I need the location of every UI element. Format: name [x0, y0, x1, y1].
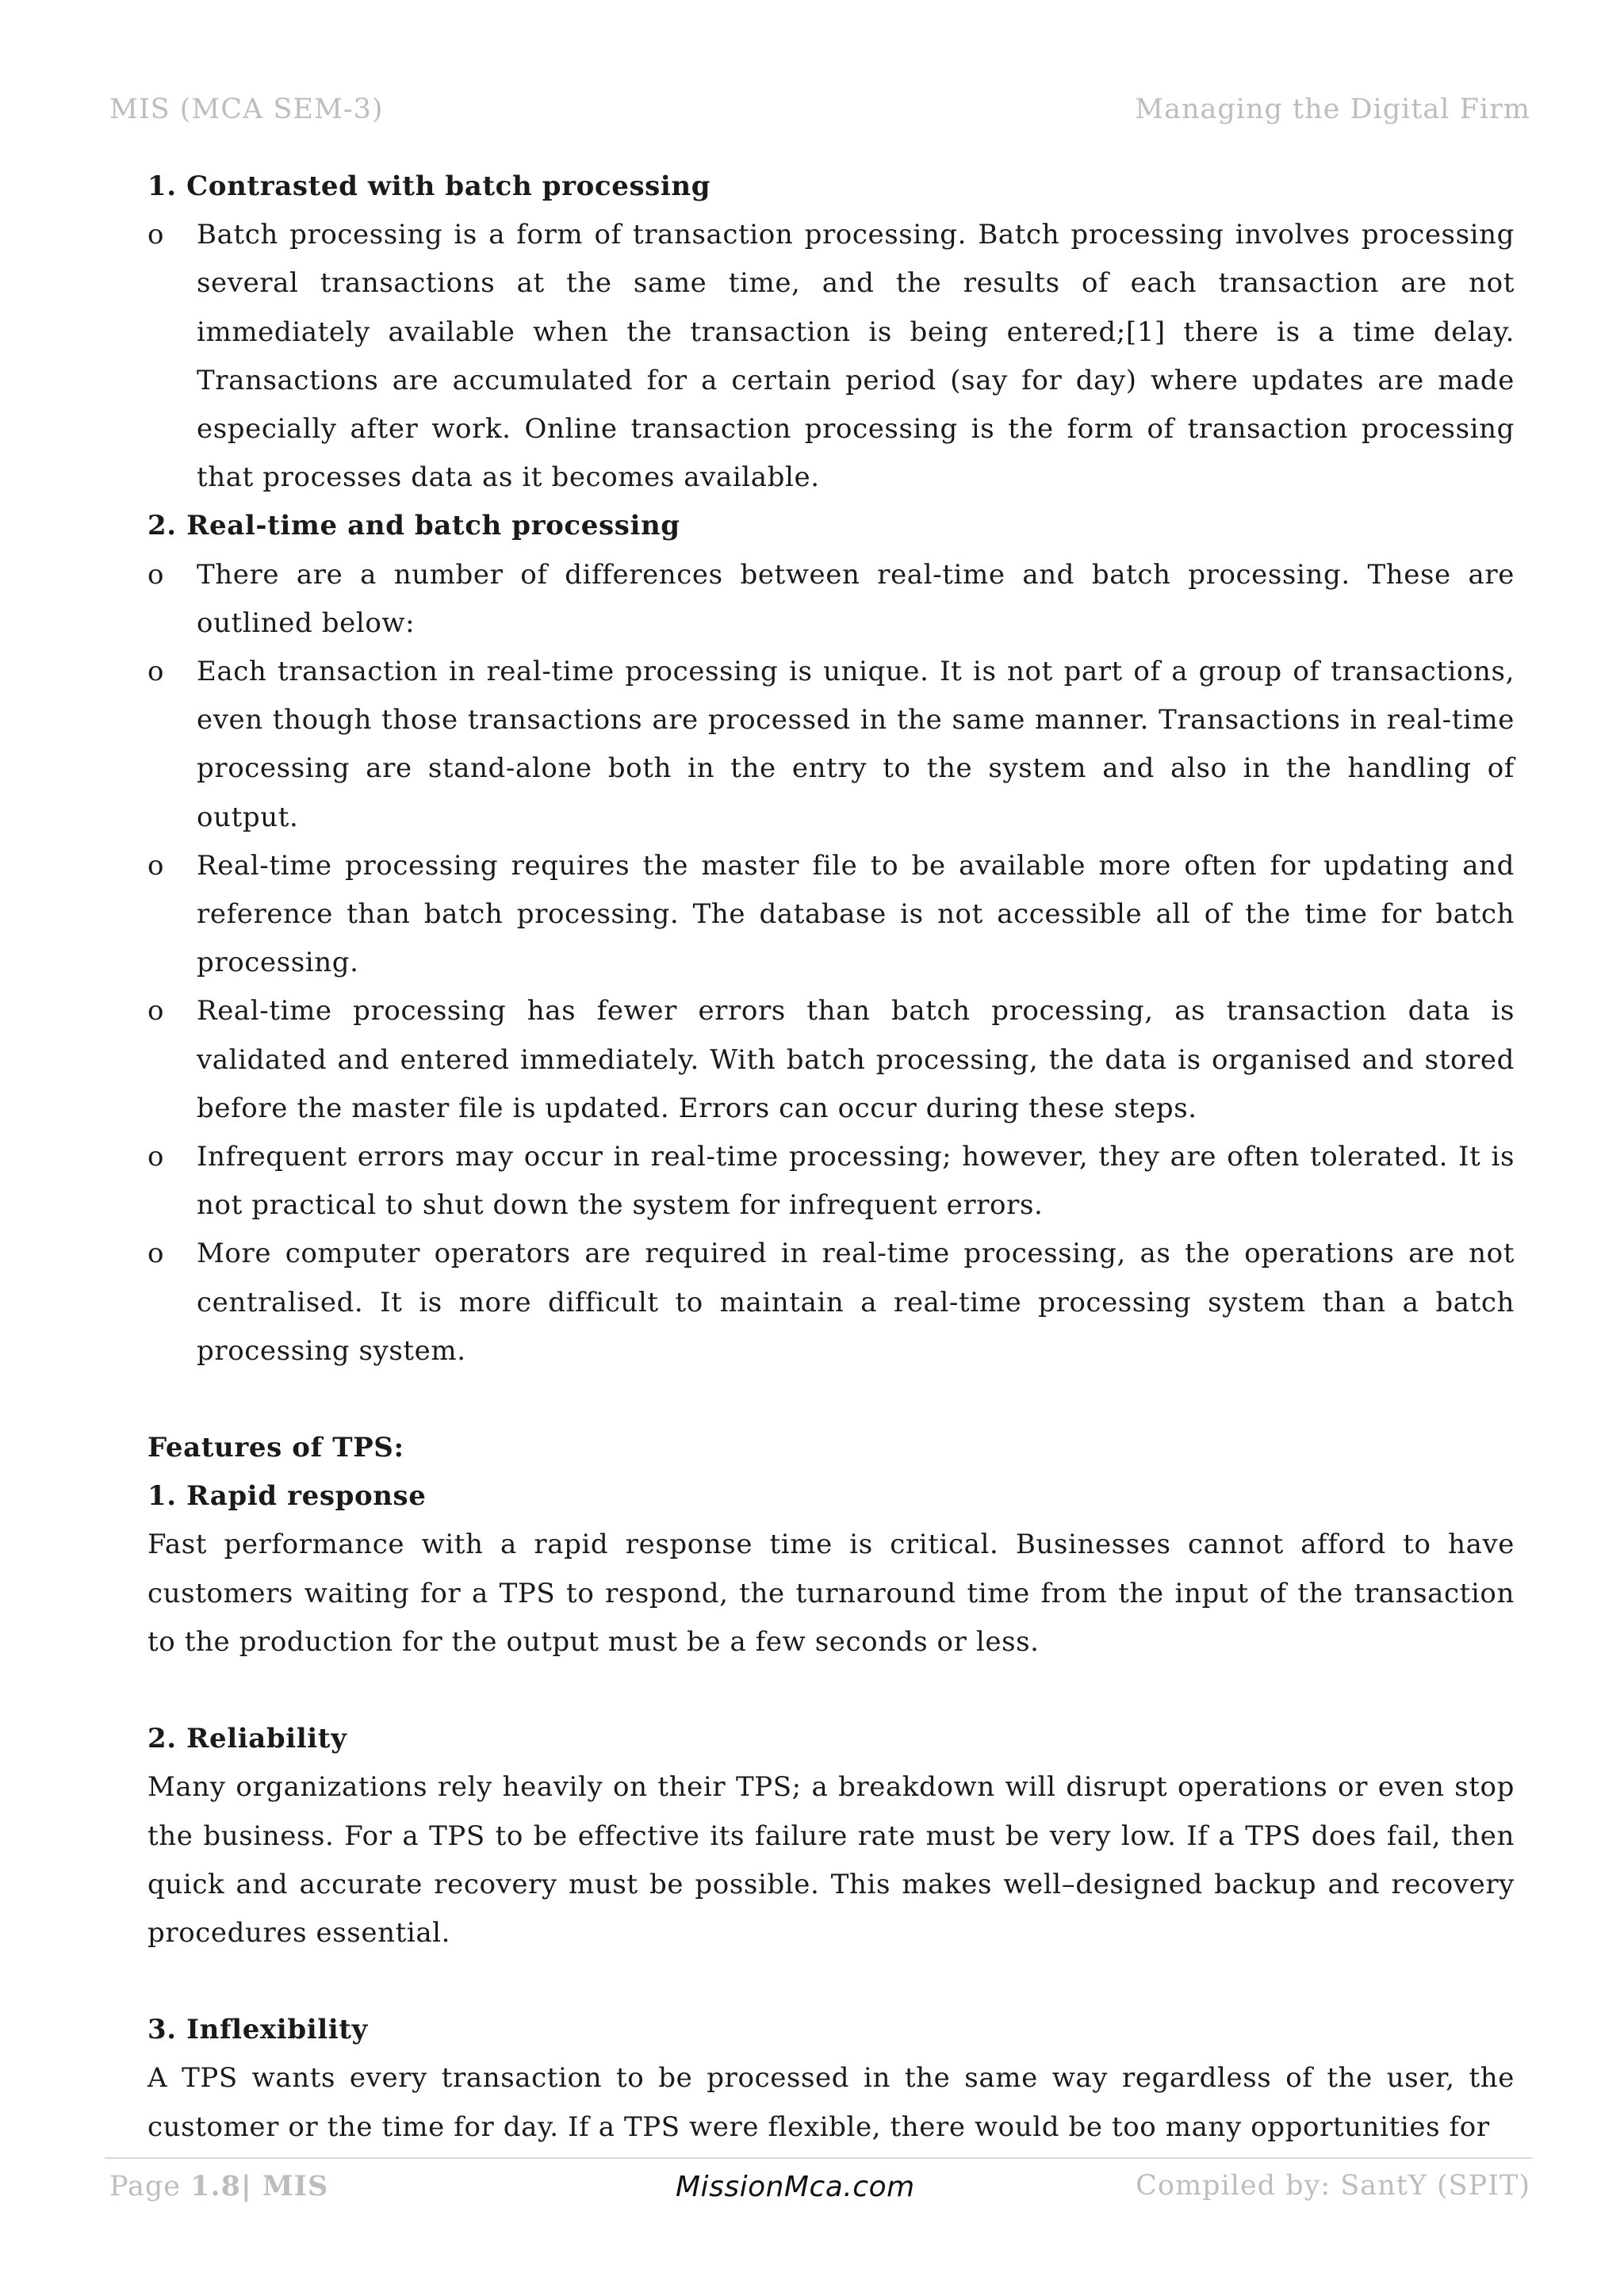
bullet-marker: o — [147, 995, 165, 1027]
bullet-marker: o — [147, 656, 165, 688]
bullet-marker: o — [147, 1141, 165, 1173]
list-item-text: Real-time processing requires the master file to be available more often for updating and reference than batch processing. The database is not accessible all of the time for batch processing. — [197, 849, 1515, 979]
heading-rapid-response: 1. Rapid response — [147, 1480, 427, 1513]
list-item — [147, 1230, 1515, 1376]
paragraph-inflexibility: A TPS wants every transaction to be processed in the same way regardless of the user, the customer or the time for day. If a TPS were flexible, there would be too many opportunities for — [147, 2062, 1515, 2143]
header-chapter-title: Managing the Digital Firm — [1135, 94, 1530, 125]
footer-divider — [105, 2157, 1532, 2159]
bullet-marker: o — [147, 849, 165, 882]
footer-compiled-by: Compiled by: SantY (SPIT) — [1136, 2170, 1530, 2202]
realtime-bullet-list — [147, 551, 1515, 1376]
list-item — [147, 648, 1515, 842]
list-item-text: There are a number of differences between real-time and batch processing. These are outlined below: — [197, 558, 1515, 639]
bullet-marker: o — [147, 1238, 165, 1270]
paragraph-reliability: Many organizations rely heavily on their TPS; a breakdown will disrupt operations or even stop the business. For a TPS to be effective its failure rate must be very low. If a TPS does fail, then quick and accurate recovery must be possible. This makes well–designed backup and recovery procedures essential. — [147, 1771, 1515, 1949]
batch-bullet-list — [147, 211, 1515, 502]
heading-realtime-batch: 2. Real-time and batch processing — [147, 510, 680, 542]
list-item — [147, 987, 1515, 1133]
footer-page-prefix: Page — [109, 2171, 191, 2202]
list-item-text: More computer operators are required in real-time processing, as the operations are not centralised. It is more difficult to maintain a real-time processing system than a batch processing system. — [197, 1238, 1515, 1367]
spacer — [147, 1667, 1515, 1715]
header-course: MIS (MCA SEM-3) — [109, 94, 384, 125]
footer-page-number: 1.8 — [190, 2170, 241, 2202]
footer-subject: | MIS — [241, 2170, 329, 2202]
paragraph-rapid-response: Fast performance with a rapid response time is critical. Businesses cannot afford to have customers waiting for a TPS to respond, the turnaround time from the input of the transaction to the production for the output must be a few seconds or less. — [147, 1529, 1515, 1658]
footer-site-logo: MissionMca.com — [676, 2171, 915, 2203]
list-item-text: Real-time processing has fewer errors than batch processing, as transaction data is validated and entered immediately. With batch processing, the data is organised and stored before the master file is updated. Errors can occur during these steps. — [197, 995, 1515, 1124]
list-item-text: Each transaction in real-time processing is unique. It is not part of a group of transactions, even though those transactions are processed in the same manner. Transactions in real-time processing are stand-alone both in the entry to the system and also in the handling of output. — [197, 656, 1515, 833]
list-item — [147, 551, 1515, 648]
spacer — [147, 1957, 1515, 2006]
list-item — [147, 211, 1515, 502]
bullet-marker: o — [147, 219, 165, 251]
spacer — [147, 1376, 1515, 1424]
bullet-marker: o — [147, 558, 165, 591]
list-item — [147, 842, 1515, 988]
heading-inflexibility: 3. Inflexibility — [147, 2014, 368, 2046]
page-content — [147, 163, 1515, 2152]
list-item — [147, 1133, 1515, 1230]
list-item-text: Infrequent errors may occur in real-time processing; however, they are often tolerated. It is not practical to shut down the system for infrequent errors. — [197, 1141, 1515, 1222]
list-item-text: Batch processing is a form of transaction processing. Batch processing involves processing several transactions at the same time, and the results of each transaction are not immediately available when the transaction is being entered;[1] there is a time delay. Transactions are accumulated for a certain period (say for day) where updates are made especially after work. Online transaction processing is the form of transaction processing that processes data as it becomes available. — [197, 219, 1515, 494]
heading-batch-processing: 1. Contrasted with batch processing — [147, 170, 711, 202]
heading-reliability: 2. Reliability — [147, 1723, 347, 1755]
footer-page-info — [109, 2170, 328, 2202]
heading-features-of-tps: Features of TPS: — [147, 1432, 404, 1464]
